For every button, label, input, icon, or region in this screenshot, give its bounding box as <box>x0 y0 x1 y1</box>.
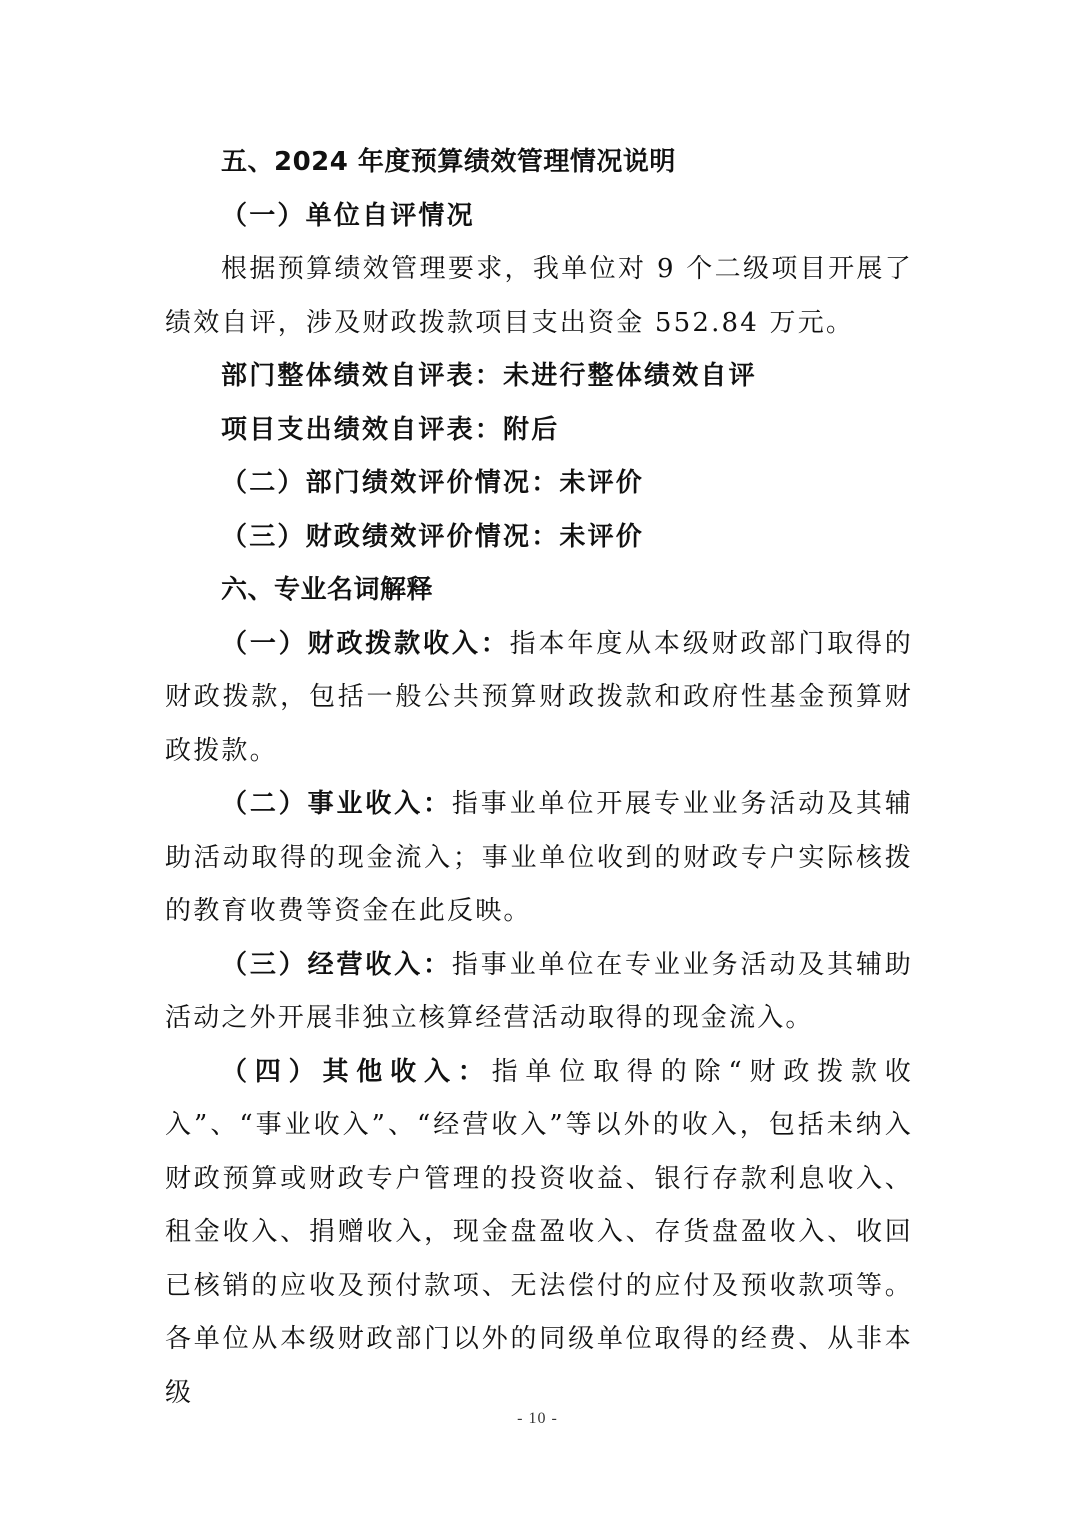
term-label-3: （三）经营收入： <box>221 949 452 980</box>
subheading-self-evaluation: （一）单位自评情况 <box>221 200 475 231</box>
term-paragraph-2 <box>165 778 913 939</box>
term-label-4: （四）其他收入： <box>221 1056 492 1087</box>
term-label-2: （二）事业收入： <box>221 789 452 819</box>
term-paragraph-4 <box>165 1046 913 1421</box>
term-text-2: 指事业单位开展专业业务活动及其辅助活动取得的现金流入；事业单位收到的财政专户实际核拨的教育收费等资金在此反映。 <box>165 789 913 926</box>
section-heading-6: 六、专业名词解释 <box>221 575 434 605</box>
term-text-4: 指单位取得的除“财政拨款收入”、“事业收入”、“经营收入”等以外的收入，包括未纳入财政预算或财政专户管理的投资收益、银行存款利息收入、租金收入、捐赠收入，现金盘盈收入、存货盘盈收入、收回已核销的应收及预付款项、无法偿付的应付及预收款项等。各单位从本级财政部门以外的同级单位取得的经费、从非本级 <box>165 1056 913 1408</box>
subheading-dept-evaluation: （二）部门绩效评价情况：未评价 <box>221 468 645 498</box>
dept-self-eval-line: 部门整体绩效自评表：未进行整体绩效自评 <box>221 361 757 391</box>
self-evaluation-paragraph: 根据预算绩效管理要求，我单位对 9 个二级项目开展了绩效自评，涉及财政拨款项目支出资金 552.84 万元。 <box>165 254 913 338</box>
term-text-3: 指事业单位在专业业务活动及其辅助活动之外开展非独立核算经营活动取得的现金流入。 <box>165 949 913 1033</box>
page-number: - 10 - <box>517 1410 558 1427</box>
section-heading-5: 五、2024 年度预算绩效管理情况说明 <box>221 147 676 177</box>
project-self-eval-line: 项目支出绩效自评表：附后 <box>221 414 560 445</box>
term-paragraph-1 <box>165 618 913 779</box>
term-text-1: 指本年度从本级财政部门取得的财政拨款，包括一般公共预算财政拨款和政府性基金预算财政拨款。 <box>165 628 913 766</box>
term-paragraph-3 <box>165 939 913 1046</box>
document-body <box>165 136 913 1420</box>
subheading-finance-evaluation: （三）财政绩效评价情况：未评价 <box>221 521 645 552</box>
term-label-1: （一）财政拨款收入： <box>221 628 510 659</box>
